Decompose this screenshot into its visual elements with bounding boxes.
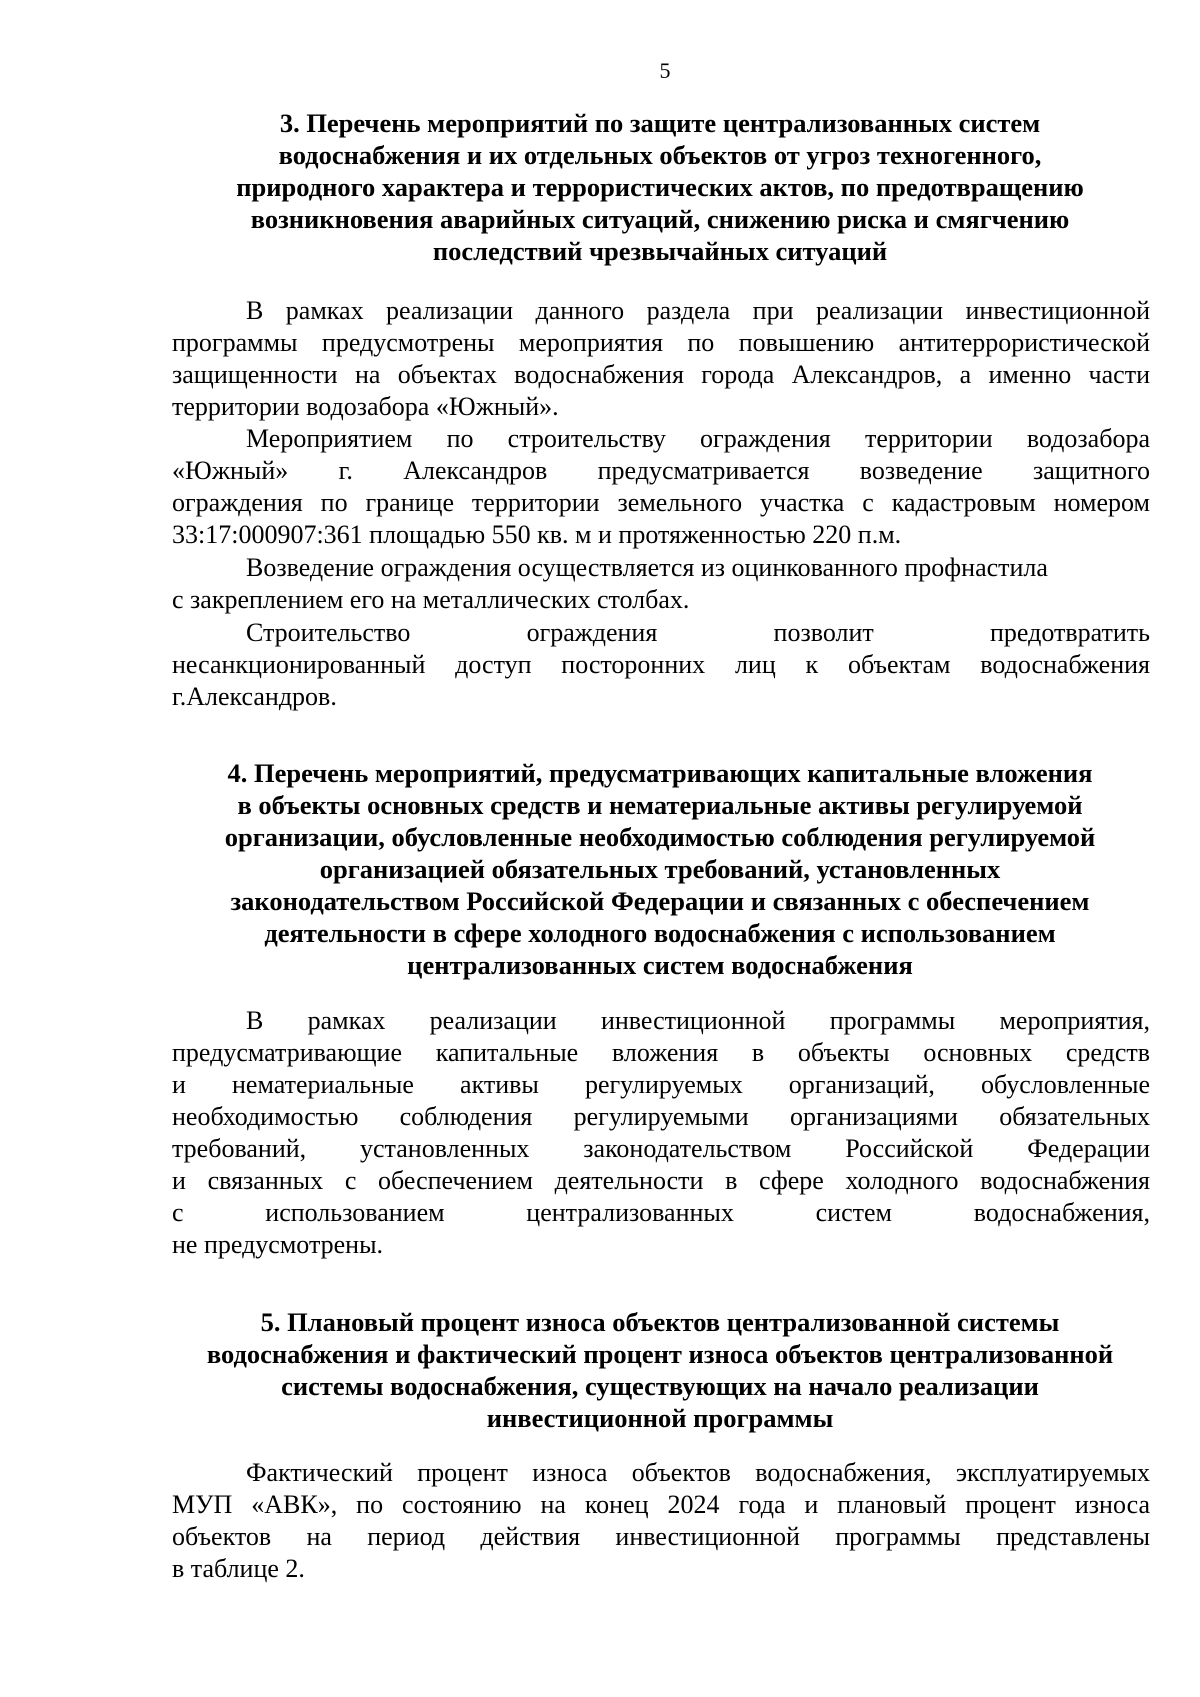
paragraph-line: МУП «АВК», по состоянию на конец 2024 года и плановый процент износа <box>172 1490 1150 1519</box>
paragraph-line: ограждения по границе территории земельного участка с кадастровым номером <box>172 488 1150 517</box>
section-3-paragraph-2 <box>172 423 1150 551</box>
paragraph-line: «Южный» г. Александров предусматривается возведение защитного <box>172 456 1150 485</box>
page-number: 5 <box>659 58 671 83</box>
section-3-paragraph-3 <box>172 552 1150 616</box>
paragraph-line: с использованием централизованных систем водоснабжения, <box>172 1198 1150 1227</box>
heading-line: возникновения аварийных ситуаций, снижению риска и смягчению <box>250 204 1070 234</box>
paragraph-line: Возведение ограждения осуществляется из оцинкованного профнастила <box>246 553 1048 582</box>
paragraph-line: Фактический процент износа объектов водоснабжения, эксплуатируемых <box>246 1458 1150 1487</box>
paragraph-line: 33:17:000907:361 площадью 550 кв. м и протяженностью 220 п.м. <box>172 520 902 549</box>
heading-line: организации, обусловленные необходимостью соблюдения регулируемой <box>224 822 1096 852</box>
heading-line: системы водоснабжения, существующих на начало реализации <box>281 1371 1039 1401</box>
section-3-paragraph-4 <box>172 617 1150 713</box>
section-4-heading <box>160 757 1160 981</box>
heading-line: централизованных систем водоснабжения <box>407 950 913 980</box>
heading-line: 4. Перечень мероприятий, предусматривающих капитальные вложения <box>227 758 1093 788</box>
heading-line: деятельности в сфере холодного водоснабжения с использованием <box>264 918 1056 948</box>
heading-line: последствий чрезвычайных ситуаций <box>432 236 888 266</box>
heading-line: в объекты основных средств и нематериальные активы регулируемой <box>237 790 1083 820</box>
heading-line: водоснабжения и их отдельных объектов от угроз техногенного, <box>278 140 1042 170</box>
paragraph-line: защищенности на объектах водоснабжения города Александров, а именно части <box>172 360 1150 389</box>
section-3-heading <box>160 107 1160 267</box>
paragraph-line: программы предусмотрены мероприятия по повышению антитеррористической <box>172 328 1150 357</box>
heading-line: природного характера и террористических актов, по предотвращению <box>236 172 1084 202</box>
paragraph-line: объектов на период действия инвестиционной программы представлены <box>172 1522 1150 1551</box>
paragraph-line: Строительство ограждения позволит предотвратить <box>246 618 1150 647</box>
paragraph-line: территории водозабора «Южный». <box>172 392 559 421</box>
section-5-paragraph-1 <box>172 1457 1150 1585</box>
paragraph-line: несанкционированный доступ посторонних лиц к объектам водоснабжения <box>172 650 1150 679</box>
section-3-paragraph-1 <box>172 295 1150 423</box>
paragraph-line: не предусмотрены. <box>172 1230 384 1259</box>
heading-line: водоснабжения и фактический процент износа объектов централизованной <box>206 1339 1114 1369</box>
paragraph-line: с закреплением его на металлических столбах. <box>172 585 690 614</box>
paragraph-line: и связанных с обеспечением деятельности в сфере холодного водоснабжения <box>172 1166 1150 1195</box>
paragraph-line: требований, установленных законодательством Российской Федерации <box>172 1134 1150 1163</box>
heading-line: инвестиционной программы <box>486 1403 834 1433</box>
paragraph-line: В рамках реализации инвестиционной программы мероприятия, <box>246 1006 1150 1035</box>
heading-line: 5. Плановый процент износа объектов централизованной системы <box>260 1307 1060 1337</box>
heading-line: 3. Перечень мероприятий по защите централизованных систем <box>279 108 1041 138</box>
paragraph-line: необходимостью соблюдения регулируемыми организациями обязательных <box>172 1102 1150 1131</box>
paragraph-line: предусматривающие капитальные вложения в объекты основных средств <box>172 1038 1150 1067</box>
section-5-heading <box>160 1306 1160 1434</box>
paragraph-line: г.Александров. <box>172 682 337 711</box>
paragraph-line: и нематериальные активы регулируемых организаций, обусловленные <box>172 1070 1150 1099</box>
paragraph-line: в таблице 2. <box>172 1554 305 1583</box>
paragraph-line: В рамках реализации данного раздела при реализации инвестиционной <box>246 296 1150 325</box>
heading-line: организацией обязательных требований, установленных <box>319 854 1001 884</box>
heading-line: законодательством Российской Федерации и связанных с обеспечением <box>230 886 1090 916</box>
section-4-paragraph-1 <box>172 1005 1150 1261</box>
paragraph-line: Мероприятием по строительству ограждения территории водозабора <box>246 424 1150 453</box>
